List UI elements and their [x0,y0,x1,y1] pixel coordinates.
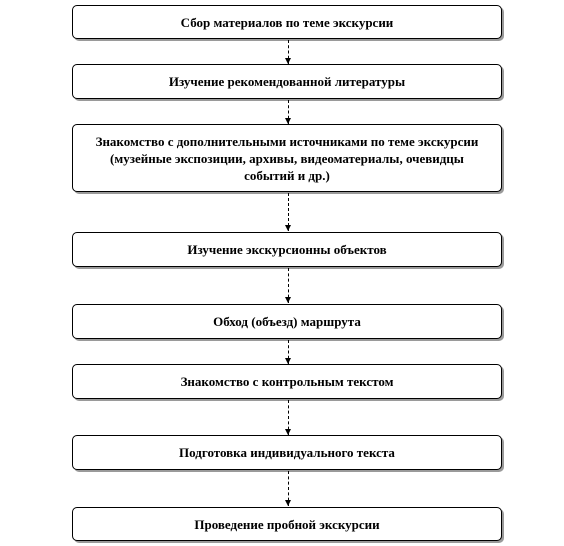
arrow-head-icon [285,225,291,231]
step-box-route-tour [72,304,502,339]
step-label: Обход (объезд) маршрута [213,314,361,329]
flow-arrow [286,340,292,364]
flow-arrow [286,268,292,303]
flow-arrow [286,100,292,124]
step-box-individual-text [72,435,502,470]
step-label: Проведение пробной экскурсии [194,516,380,532]
step-box-trial-excursion [72,507,502,541]
flow-arrow [286,471,292,506]
step-label: Изучение экскурсионны объектов [187,242,387,257]
arrow-head-icon [285,297,291,303]
flow-arrow [286,400,292,435]
step-label: Знакомство с контрольным текстом [180,374,394,389]
step-label: Знакомство с дополнительными источниками по теме экскурсии (музейные экспозиции, архивы, видеоматериалы, очевидцы событий и др.) [95,133,479,183]
step-box-study-objects [72,232,502,267]
step-box-additional-sources [72,124,502,192]
step-box-control-text [72,364,502,399]
step-label: Сбор материалов по теме экскурсии [180,14,394,30]
step-label: Подготовка индивидуального текста [179,445,395,460]
arrow-head-icon [285,500,291,506]
step-box-collect-materials [72,5,502,39]
step-box-study-literature [72,64,502,99]
step-label: Изучение рекомендованной литературы [168,74,406,89]
flow-arrow [286,40,292,64]
flow-arrow [286,193,292,231]
